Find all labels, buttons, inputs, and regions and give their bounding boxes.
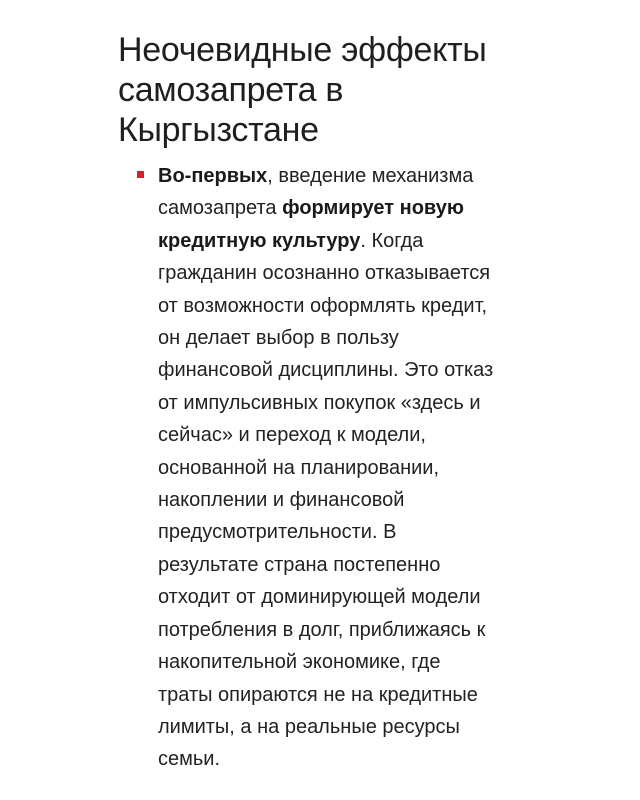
text-fragment: накоплении и финансовой — [158, 489, 405, 512]
paragraph-line — [158, 516, 538, 548]
text-fragment: траты опираются не на кредитные — [158, 683, 478, 706]
text-fragment: финансовой дисциплины. Это отказ — [158, 359, 494, 382]
bold-text: Во-первых — [158, 165, 268, 187]
title-line: самозапрета в — [118, 71, 344, 109]
text-fragment: от возможности оформлять кредит, — [158, 294, 488, 317]
paragraph-line — [158, 743, 538, 775]
paragraph-line — [158, 484, 538, 516]
text-fragment: основанной на планировании, — [158, 456, 440, 479]
text-fragment: накопительной экономике, где — [158, 651, 441, 674]
title-line: Неочевидные эффекты — [118, 31, 487, 69]
list-item-paragraph — [158, 160, 538, 776]
paragraph-line — [158, 257, 538, 289]
text-fragment: . Когда — [360, 229, 424, 252]
paragraph-line — [158, 452, 538, 484]
paragraph-line — [158, 322, 538, 354]
text-fragment: , введение механизма — [267, 165, 474, 187]
bold-text: формирует новую — [282, 197, 464, 220]
paragraph-line — [158, 354, 538, 386]
bold-text: кредитную культуру — [158, 229, 361, 252]
text-fragment: самозапрета — [158, 197, 283, 220]
paragraph-line — [158, 646, 538, 678]
paragraph-line — [158, 225, 538, 257]
bullet-square-icon — [137, 171, 144, 178]
paragraph-line — [158, 711, 538, 743]
paragraph-line — [158, 581, 538, 613]
paragraph-line — [158, 160, 538, 192]
paragraph-line — [158, 387, 538, 419]
paragraph-line — [158, 192, 538, 224]
title-line: Кыргызстане — [118, 111, 319, 149]
text-fragment: потребления в долг, приближаясь к — [158, 618, 486, 641]
article-title — [118, 30, 538, 150]
text-fragment: сейчас» и переход к модели, — [158, 424, 426, 447]
text-fragment: он делает выбор в пользу — [158, 327, 399, 350]
text-fragment: предусмотрительности. В — [158, 521, 397, 544]
paragraph-line — [158, 549, 538, 581]
paragraph-line — [158, 290, 538, 322]
text-fragment: семьи. — [158, 748, 221, 771]
paragraph-line — [158, 419, 538, 451]
text-fragment: гражданин осознанно отказывается — [158, 262, 491, 285]
text-fragment: отходит от доминирующей модели — [158, 586, 481, 609]
text-fragment: лимиты, а на реальные ресурсы — [158, 715, 460, 738]
paragraph-line — [158, 614, 538, 646]
paragraph-line — [158, 679, 538, 711]
text-fragment: от импульсивных покупок «здесь и — [158, 391, 481, 414]
text-fragment: результате страна постепенно — [158, 553, 441, 576]
